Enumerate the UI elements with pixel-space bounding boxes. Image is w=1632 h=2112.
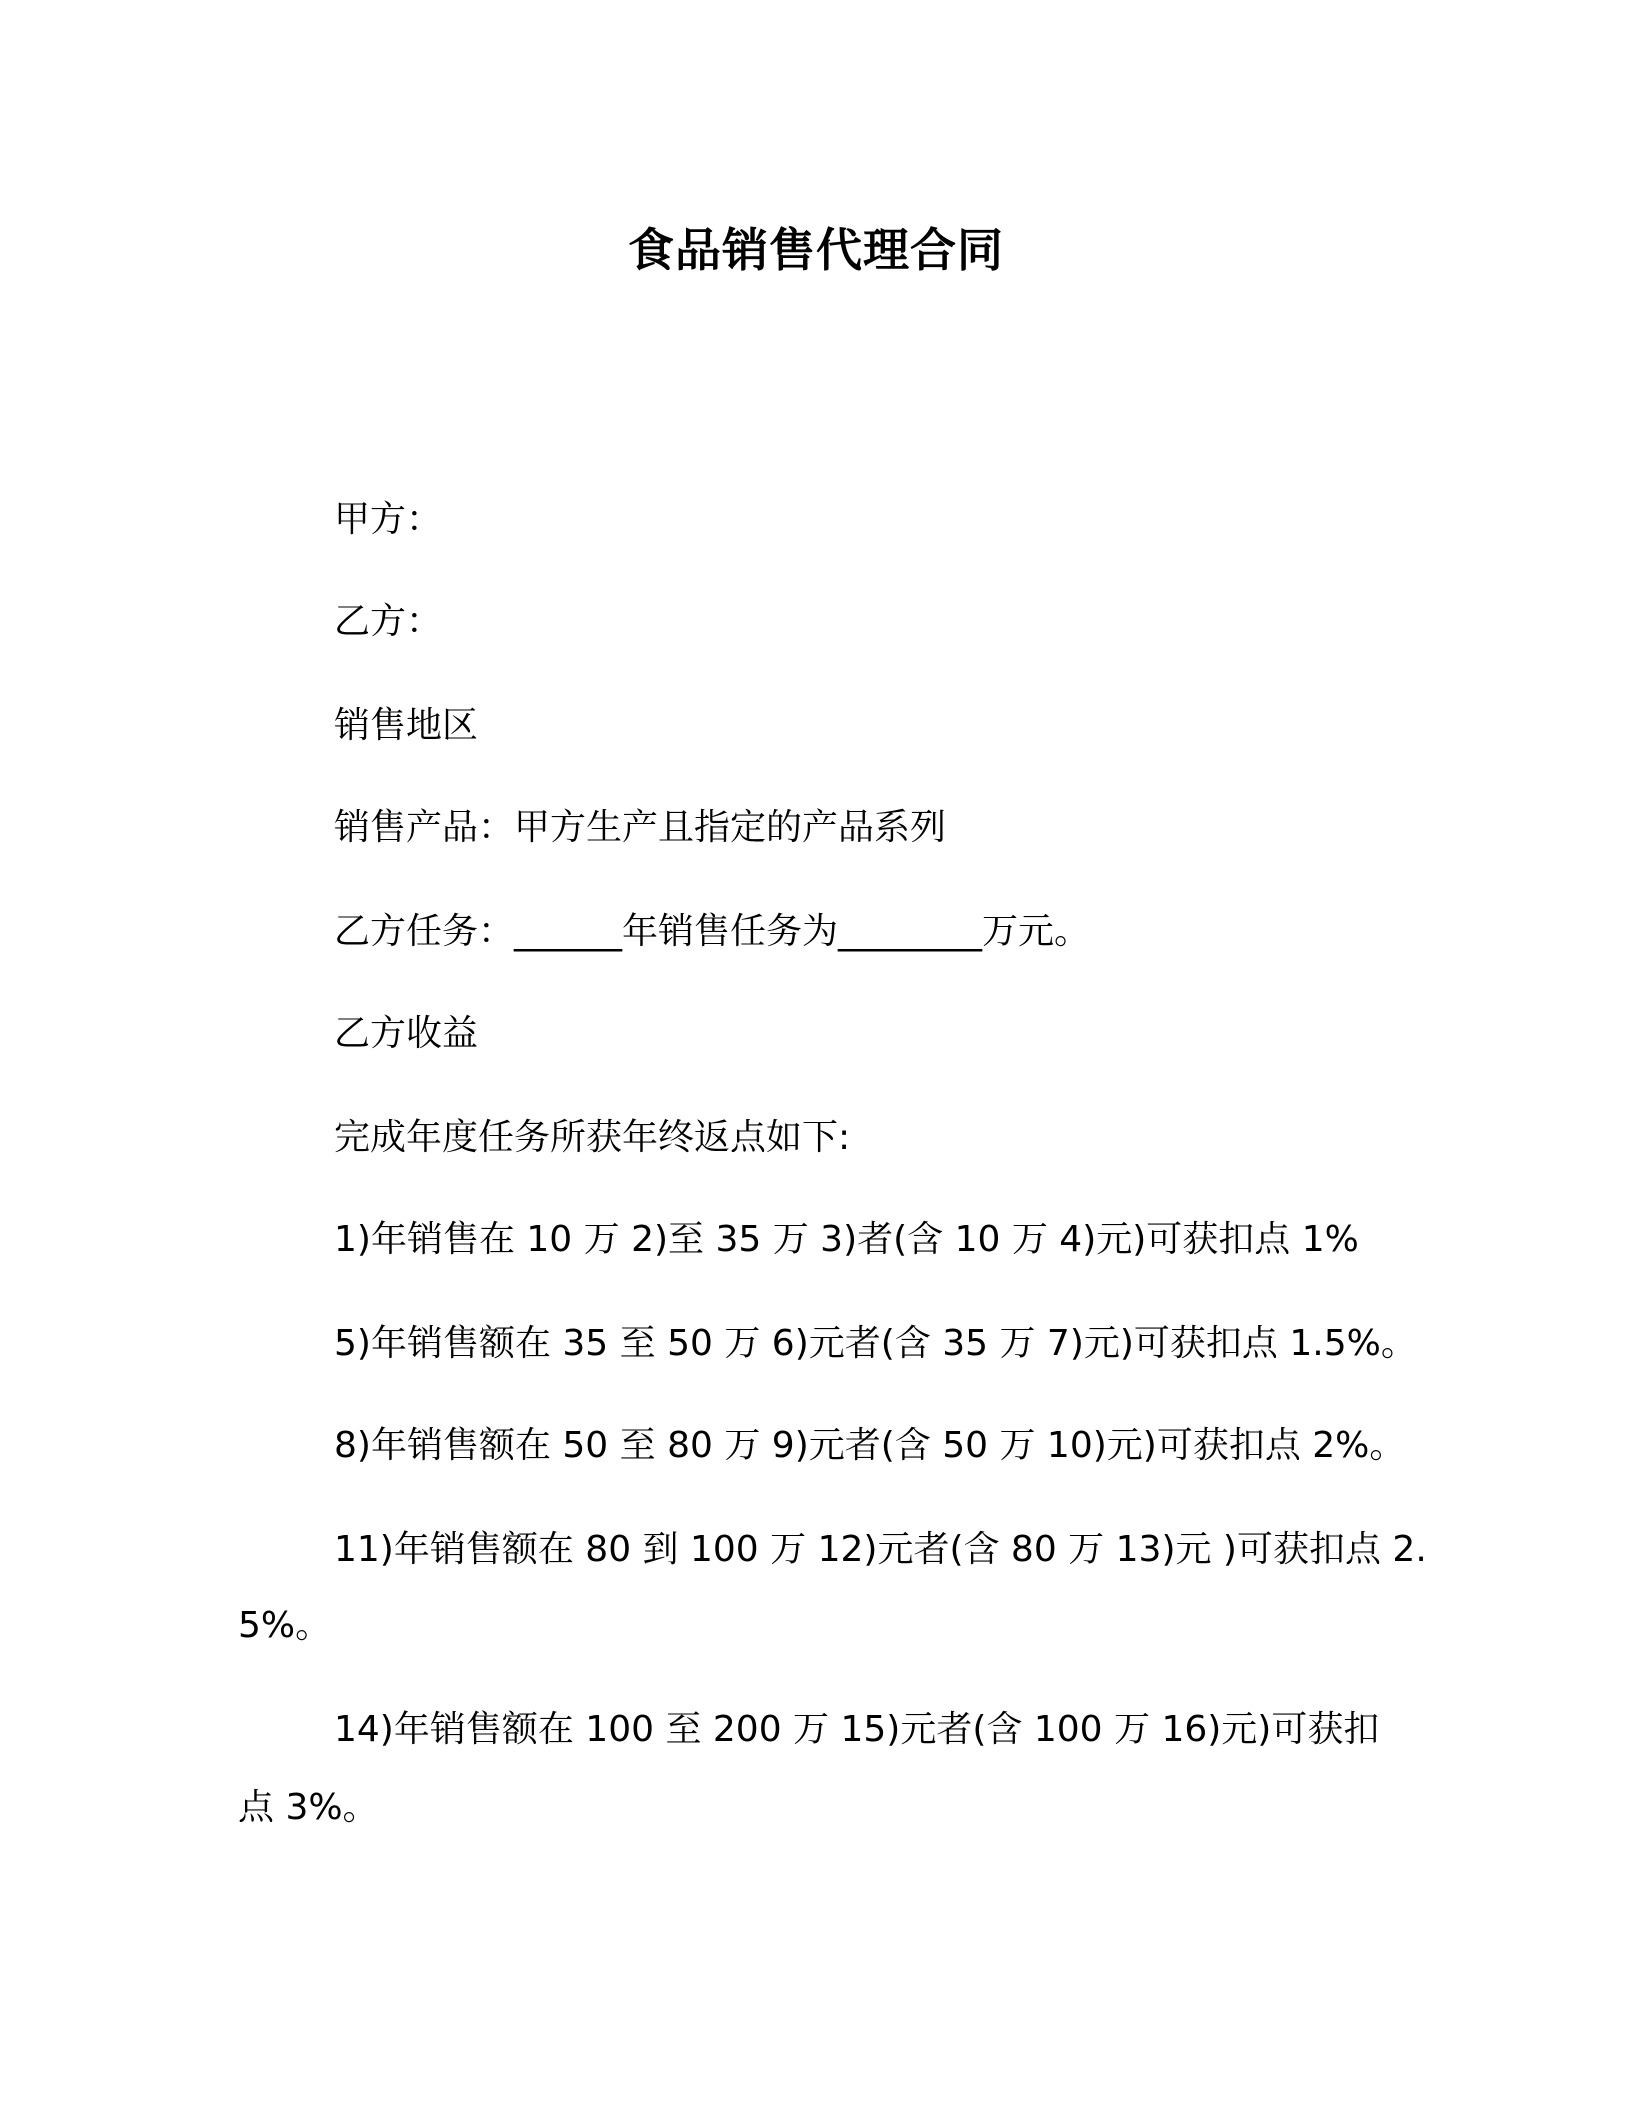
rebate-tier-4: 11)年销售额在 80 到 100 万 12)元者(含 80 万 13)元 )可获扣点 2. bbox=[334, 1529, 1427, 1570]
sales-product-line: 销售产品：甲方生产且指定的产品系列 bbox=[334, 807, 947, 848]
party-a-line: 甲方： bbox=[334, 499, 443, 540]
rebate-tier-1: 1)年销售在 10 万 2)至 35 万 3)者(含 10 万 4)元)可获扣点 1% bbox=[334, 1219, 1359, 1260]
party-b-task-line: 乙方任务：______年销售任务为________万元。 bbox=[334, 911, 1091, 952]
rebate-tier-2: 5)年销售额在 35 至 50 万 6)元者(含 35 万 7)元)可获扣点 1.5%。 bbox=[334, 1323, 1417, 1364]
rebate-tier-4-continued: 5%。 bbox=[238, 1605, 332, 1646]
document-title: 食品销售代理合同 bbox=[628, 223, 1004, 277]
sales-region-line: 销售地区 bbox=[334, 705, 479, 746]
rebate-intro-line: 完成年度任务所获年终返点如下: bbox=[334, 1117, 851, 1158]
rebate-tier-5: 14)年销售额在 100 至 200 万 15)元者(含 100 万 16)元)可获扣 bbox=[334, 1709, 1380, 1750]
rebate-tier-3: 8)年销售额在 50 至 80 万 9)元者(含 50 万 10)元)可获扣点 2%。 bbox=[334, 1425, 1406, 1466]
party-b-income-line: 乙方收益 bbox=[334, 1013, 479, 1054]
party-b-line: 乙方： bbox=[334, 601, 443, 642]
rebate-tier-5-continued: 点 3%。 bbox=[238, 1787, 379, 1828]
